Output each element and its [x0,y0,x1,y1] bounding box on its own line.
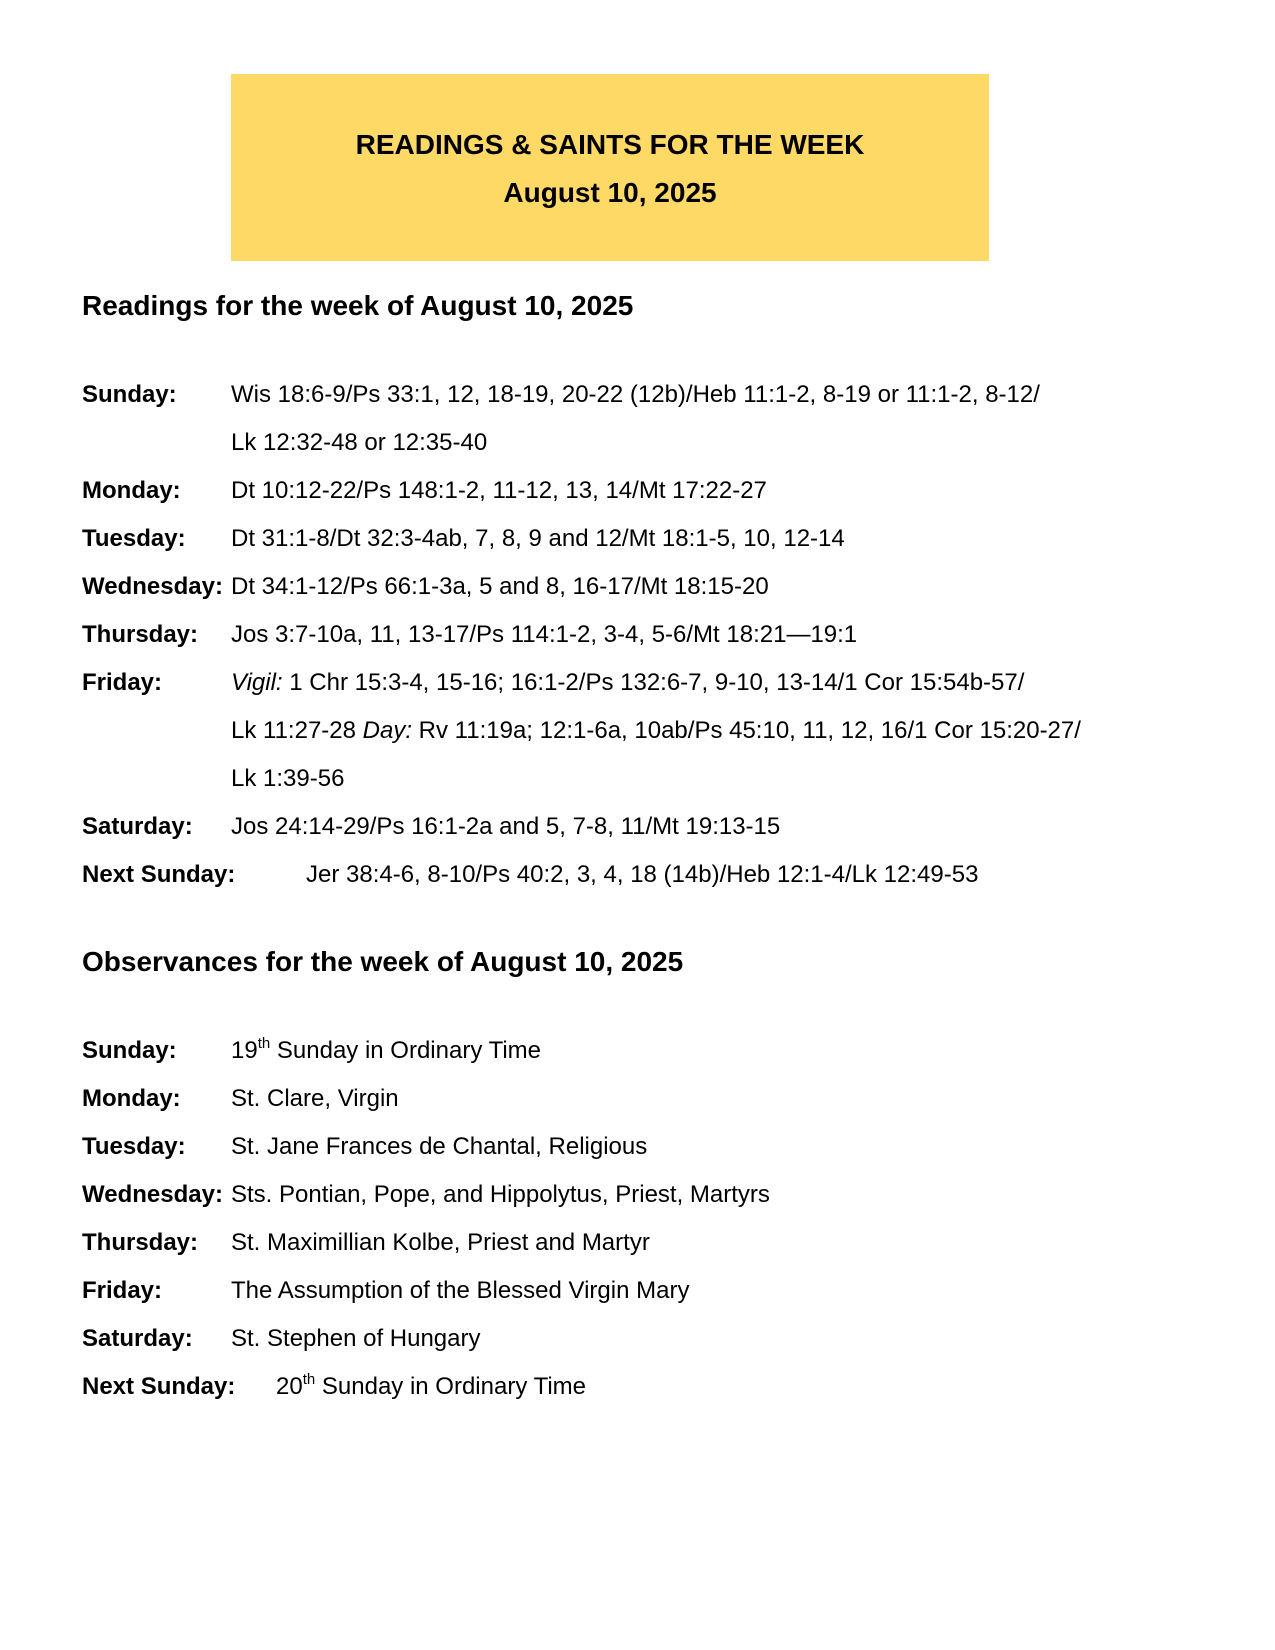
title-banner [231,74,989,261]
ordinal-number: 19 [231,1037,258,1064]
observance-text: Sts. Pontian, Pope, and Hippolytus, Priest, Martyrs [231,1181,770,1208]
observance-text: St. Stephen of Hungary [231,1325,481,1352]
observance-name: Sunday in Ordinary Time [270,1037,542,1064]
reading-text: Wis 18:6-9/Ps 33:1, 12, 18-19, 20-22 (12b)/Heb 11:1-2, 8-19 or 11:1-2, 8-12/ [231,381,1040,408]
day-label: Sunday: [82,381,177,408]
day-label: Wednesday: [82,573,223,600]
day-label: Sunday: [82,1037,177,1064]
observance-text: St. Clare, Virgin [231,1085,399,1112]
day-label: Next Sunday: [82,1373,236,1400]
day-label: Saturday: [82,813,193,840]
banner-date: August 10, 2025 [503,177,717,208]
readings-heading: Readings for the week of August 10, 2025 [82,290,634,321]
ordinal-suffix: th [257,1035,271,1052]
ordinal-number: 20 [276,1373,303,1400]
reading-text: Dt 10:12-22/Ps 148:1-2, 11-12, 13, 14/Mt 17:22-27 [231,477,767,504]
day-label: Monday: [82,1085,181,1112]
day-label: Monday: [82,477,181,504]
day-label: Thursday: [82,621,199,648]
observance-text: The Assumption of the Blessed Virgin Mary [231,1277,690,1304]
observance-name: Sunday in Ordinary Time [315,1373,587,1400]
observance-text [276,1372,586,1402]
ordinal-suffix: th [302,1371,316,1388]
day-label: Friday: [82,1277,163,1304]
day-label: Thursday: [82,1229,199,1256]
reading-text: Jos 3:7-10a, 11, 13-17/Ps 114:1-2, 3-4, 5-6/Mt 18:21—19:1 [231,621,858,648]
observance-text: St. Maximillian Kolbe, Priest and Martyr [231,1229,650,1256]
observances-heading: Observances for the week of August 10, 2025 [82,946,684,977]
day-label: Friday: [82,669,163,696]
observance-text: St. Jane Frances de Chantal, Religious [231,1133,648,1160]
day-label-italic: Day: [362,717,413,744]
reading-text: Jos 24:14-29/Ps 16:1-2a and 5, 7-8, 11/Mt 19:13-15 [231,813,781,840]
day-text: Rv 11:19a; 12:1-6a, 10ab/Ps 45:10, 11, 12, 16/1 Cor 15:20-27/ [412,717,1081,744]
reading-text: Dt 31:1-8/Dt 32:3-4ab, 7, 8, 9 and 12/Mt 18:1-5, 10, 12-14 [231,525,845,552]
day-label: Next Sunday: [82,861,236,888]
vigil-text: 1 Chr 15:3-4, 15-16; 16:1-2/Ps 132:6-7, 9-10, 13-14/1 Cor 15:54b-57/ [282,669,1025,696]
vigil-label: Vigil: [231,669,283,696]
observance-text [231,1036,541,1066]
reading-text: Jer 38:4-6, 8-10/Ps 40:2, 3, 4, 18 (14b)/Heb 12:1-4/Lk 12:49-53 [306,861,979,888]
reading-text [231,668,1024,698]
reading-text: Dt 34:1-12/Ps 66:1-3a, 5 and 8, 16-17/Mt 18:15-20 [231,573,769,600]
reading-text-continued: Lk 12:32-48 or 12:35-40 [231,429,488,456]
lk-text: Lk 11:27-28 [231,717,363,744]
day-label: Tuesday: [82,1133,186,1160]
reading-text-continued [231,716,1081,746]
day-label: Tuesday: [82,525,186,552]
banner-title: READINGS & SAINTS FOR THE WEEK [355,129,865,160]
day-label: Wednesday: [82,1181,223,1208]
day-label: Saturday: [82,1325,193,1352]
reading-text-continued: Lk 1:39-56 [231,765,345,792]
